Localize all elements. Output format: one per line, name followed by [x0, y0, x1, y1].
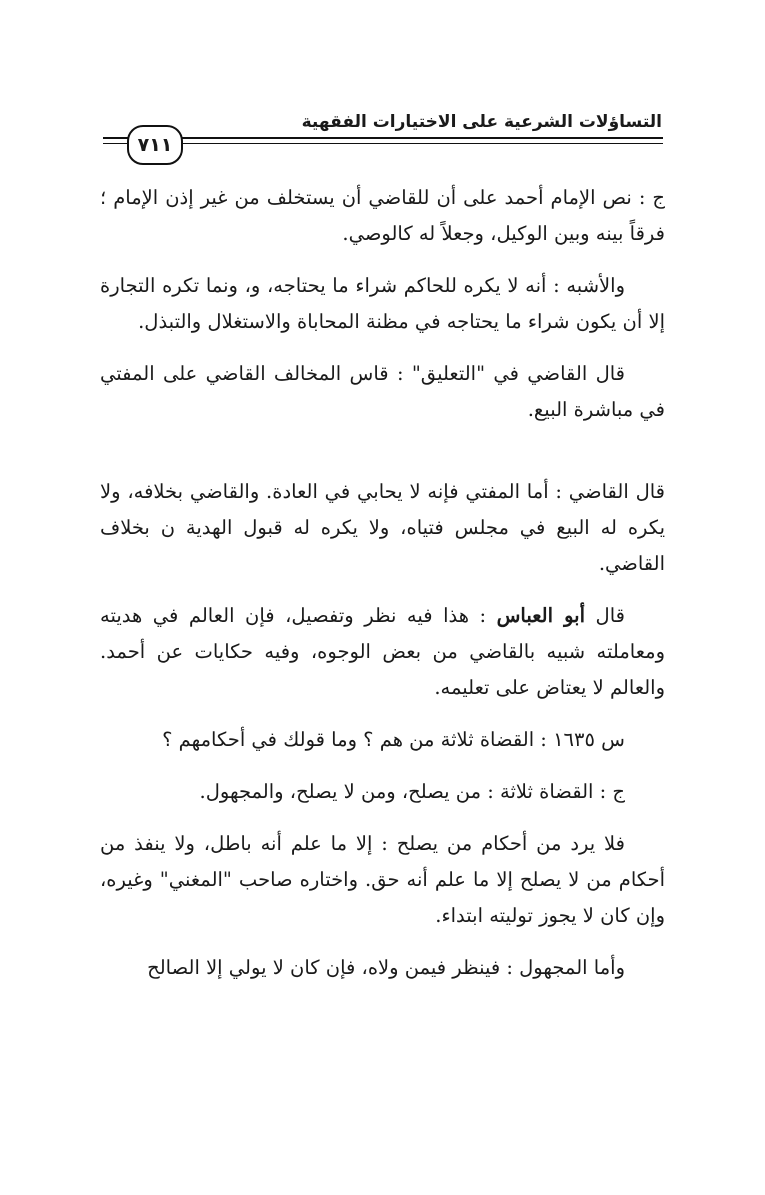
page-body [100, 180, 665, 1002]
page-number-text: ٧١١ [137, 134, 173, 156]
paragraph-taliq: قال القاضي في "التعليق" : قاس المخالف القاضي على المفتي في مباشرة البيع. [100, 362, 665, 421]
header-rule-thin [103, 143, 663, 144]
paragraph-text: : هذا فيه نظر وتفصيل، فإن العالم في هديته ومعاملته شبيه بالقاضي من بعض الوجوه، وفيه حكايات عن أحمد. والعالم لا يعتاض على تعليمه. [100, 604, 665, 699]
header-rule-thick [103, 137, 663, 139]
paragraph-majhul: وأما المجهول : فينظر فيمن ولاه، فإن كان لا يولي إلا الصالح [147, 956, 625, 979]
answer-paragraph-1: ج : نص الإمام أحمد على أن للقاضي أن يستخلف من غير إذن الإمام ؛ فرقاً بينه وبين الوكيل، وجعلاً له كالوصي. [100, 186, 665, 245]
answer-paragraph-2: ج : القضاة ثلاثة : من يصلح، ومن لا يصلح، والمجهول. [199, 780, 625, 803]
page-number [127, 125, 183, 165]
running-header-title: التساؤلات الشرعية على الاختيارات الفقهية [301, 112, 662, 132]
paragraph-ashbah: والأشبه : أنه لا يكره للحاكم شراء ما يحتاجه، و، ونما تكره التجارة إلا أن يكون شراء ما يحتاجه في مظنة المحاباة والاستغلال والتبذل. [100, 274, 665, 333]
scholar-name: أبو العباس [496, 604, 586, 627]
question-1635: س ١٦٣٥ : القضاة ثلاثة من هم ؟ وما قولك في أحكامهم ؟ [162, 728, 625, 751]
paragraph-abu-abbas [100, 598, 665, 706]
paragraph-ahkam: فلا يرد من أحكام من يصلح : إلا ما علم أنه باطل، ولا ينفذ من أحكام من لا يصلح إلا ما علم أنه حق. واختاره صاحب "المغني" وغيره، وإن كان لا يجوز توليته ابتداء. [100, 832, 665, 927]
paragraph-qadi: قال القاضي : أما المفتي فإنه لا يحابي في العادة. والقاضي بخلافه، ولا يكره له البيع في مجلس فتياه، ولا يكره له قبول الهدية ن بخلاف القاضي. [100, 480, 665, 575]
paragraph-prefix: قال [595, 604, 625, 627]
